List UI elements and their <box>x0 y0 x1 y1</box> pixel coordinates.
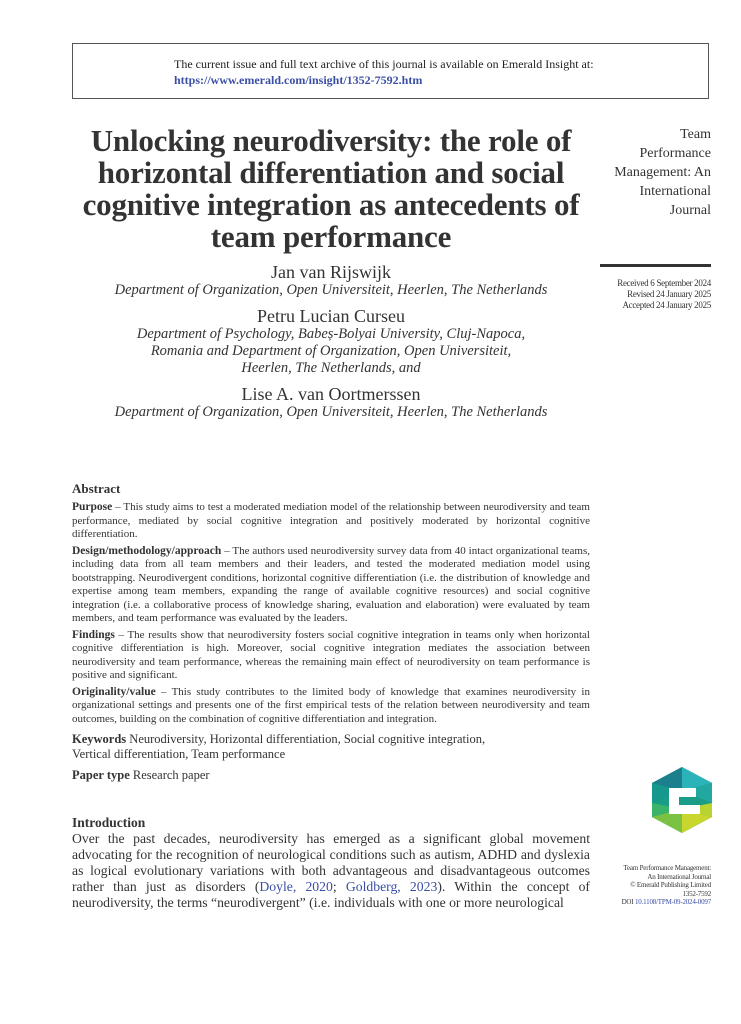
author-affiliation: Department of Organization, Open Universiteit, Heerlen, The Netherlands <box>114 282 548 298</box>
section-label: Purpose <box>72 501 113 513</box>
author-name: Jan van Rijswijk <box>271 262 391 282</box>
introduction-paragraph <box>72 831 590 911</box>
keywords-label: Keywords <box>72 732 127 746</box>
introduction <box>72 814 590 911</box>
author <box>72 262 590 299</box>
section-text: – The results show that neurodiversity fosters social cognitive integration in teams only when horizontal cognitive differentiation is high. Moreover, social cognitive integration mediates the association between neurodiversity and team performance, whereas the remaining main effect of neurodiversity on team performance is positive and significant. <box>72 628 590 681</box>
journal-name-line: Journal <box>669 203 711 218</box>
journal-name-line: Performance <box>639 146 711 161</box>
intro-text: Over the past decades, neurodiversity has emerged as a significant global movement advocating for the recognition of neurological conditions such as autism, ADHD and dyslexia as logical evolutionary variations with both advantageous and disadvantageous outcomes rather than just as disorders ( <box>72 831 590 894</box>
issn: 1352-7592 <box>682 889 711 898</box>
doi-link[interactable]: 10.1108/TPM-09-2024-0097 <box>634 898 711 906</box>
paper-type <box>72 768 590 783</box>
citation-separator: ; <box>332 879 346 894</box>
doi-line <box>590 898 711 907</box>
author-affiliation: Department of Psychology, Babeș-Bolyai University, Cluj-Napoca, <box>136 326 526 342</box>
paper-type-value: Research paper <box>129 768 210 782</box>
emerald-logo-icon <box>652 767 712 833</box>
author-name: Lise A. van Oortmerssen <box>241 384 421 404</box>
received-date: Received 6 September 2024 <box>617 278 711 288</box>
section-text: – The authors used neurodiversity survey data from 40 intact organizational teams, including data from all team members and their leaders, and tested the moderated mediation model using bootstrapping. Neurodivergent conditions, horizontal cognitive differentiation (i.e. the distribution of knowledge and expertise among team members, expanding the range of available cognitive resources) and social cognitive integration (i.e. a collaborative process of knowledge sharing, evaluation and elaboration) were evaluated by team members, and team performance was evaluated by the leaders. <box>72 544 590 624</box>
citation-link[interactable]: Goldberg, 2023 <box>345 879 438 894</box>
publication-info <box>590 864 711 907</box>
author <box>72 384 590 421</box>
journal-name <box>590 125 711 220</box>
author-list <box>72 262 590 428</box>
keywords <box>72 732 590 762</box>
journal-line: An International Journal <box>647 872 711 881</box>
author-name: Petru Lucian Curseu <box>257 306 405 326</box>
abstract-originality <box>72 686 590 727</box>
article-dates <box>590 278 711 311</box>
journal-url-link[interactable]: https://www.emerald.com/insight/1352-7592.htm <box>174 73 423 87</box>
journal-notice-box <box>72 43 709 99</box>
author-affiliation: Heerlen, The Netherlands, and <box>241 360 421 376</box>
introduction-heading: Introduction <box>72 815 146 830</box>
author-affiliation: Department of Organization, Open Universiteit, Heerlen, The Netherlands <box>114 404 548 420</box>
article-title: Unlocking neurodiversity: the role of horizontal differentiation and social cognitive integration as antecedents of team performance <box>82 123 580 254</box>
author <box>72 306 590 377</box>
notice-text: The current issue and full text archive of this journal is available on Emerald Insight at: <box>174 57 594 71</box>
citation-link[interactable]: Doyle, 2020 <box>259 879 333 894</box>
section-text: – This study contributes to the limited body of knowledge that examines neurodiversity in organizational settings and presents one of the first empirical tests of the relation between neurodiversity and team outcomes, building on the combination of cognitive differentiation and integration. <box>72 685 590 725</box>
side-divider <box>600 264 711 267</box>
journal-line: Team Performance Management: <box>623 864 711 872</box>
accepted-date: Accepted 24 January 2025 <box>622 300 711 310</box>
intro-text: ). Within the concept of neurodiversity, the terms “neurodivergent” (i.e. individuals with one or more neurological <box>72 879 590 910</box>
revised-date: Revised 24 January 2025 <box>627 289 711 299</box>
paper-type-label: Paper type <box>72 768 130 782</box>
keywords-line: Neurodiversity, Horizontal differentiation, Social cognitive integration, <box>126 732 486 746</box>
abstract-heading: Abstract <box>72 481 121 496</box>
doi-label: DOI <box>621 898 634 906</box>
section-text: – This study aims to test a moderated mediation model of the relationship between neurodiversity and team performance, mediated by social cognitive integration and positively moderated by horizontal cognitive differentiation. <box>72 501 590 540</box>
journal-name-line: International <box>639 184 711 199</box>
publisher: © Emerald Publishing Limited <box>630 881 711 889</box>
journal-name-line: Team <box>680 127 711 142</box>
section-label: Design/methodology/approach <box>72 544 222 557</box>
keywords-line: Vertical differentiation, Team performance <box>72 747 286 761</box>
journal-name-line: Management: An <box>614 165 711 180</box>
abstract-findings <box>72 629 590 683</box>
section-label: Originality/value <box>72 685 156 698</box>
abstract <box>72 481 590 786</box>
author-affiliation: Romania and Department of Organization, Open Universiteit, <box>150 343 512 359</box>
abstract-purpose <box>72 501 590 542</box>
abstract-design <box>72 545 590 626</box>
section-label: Findings <box>72 628 115 641</box>
